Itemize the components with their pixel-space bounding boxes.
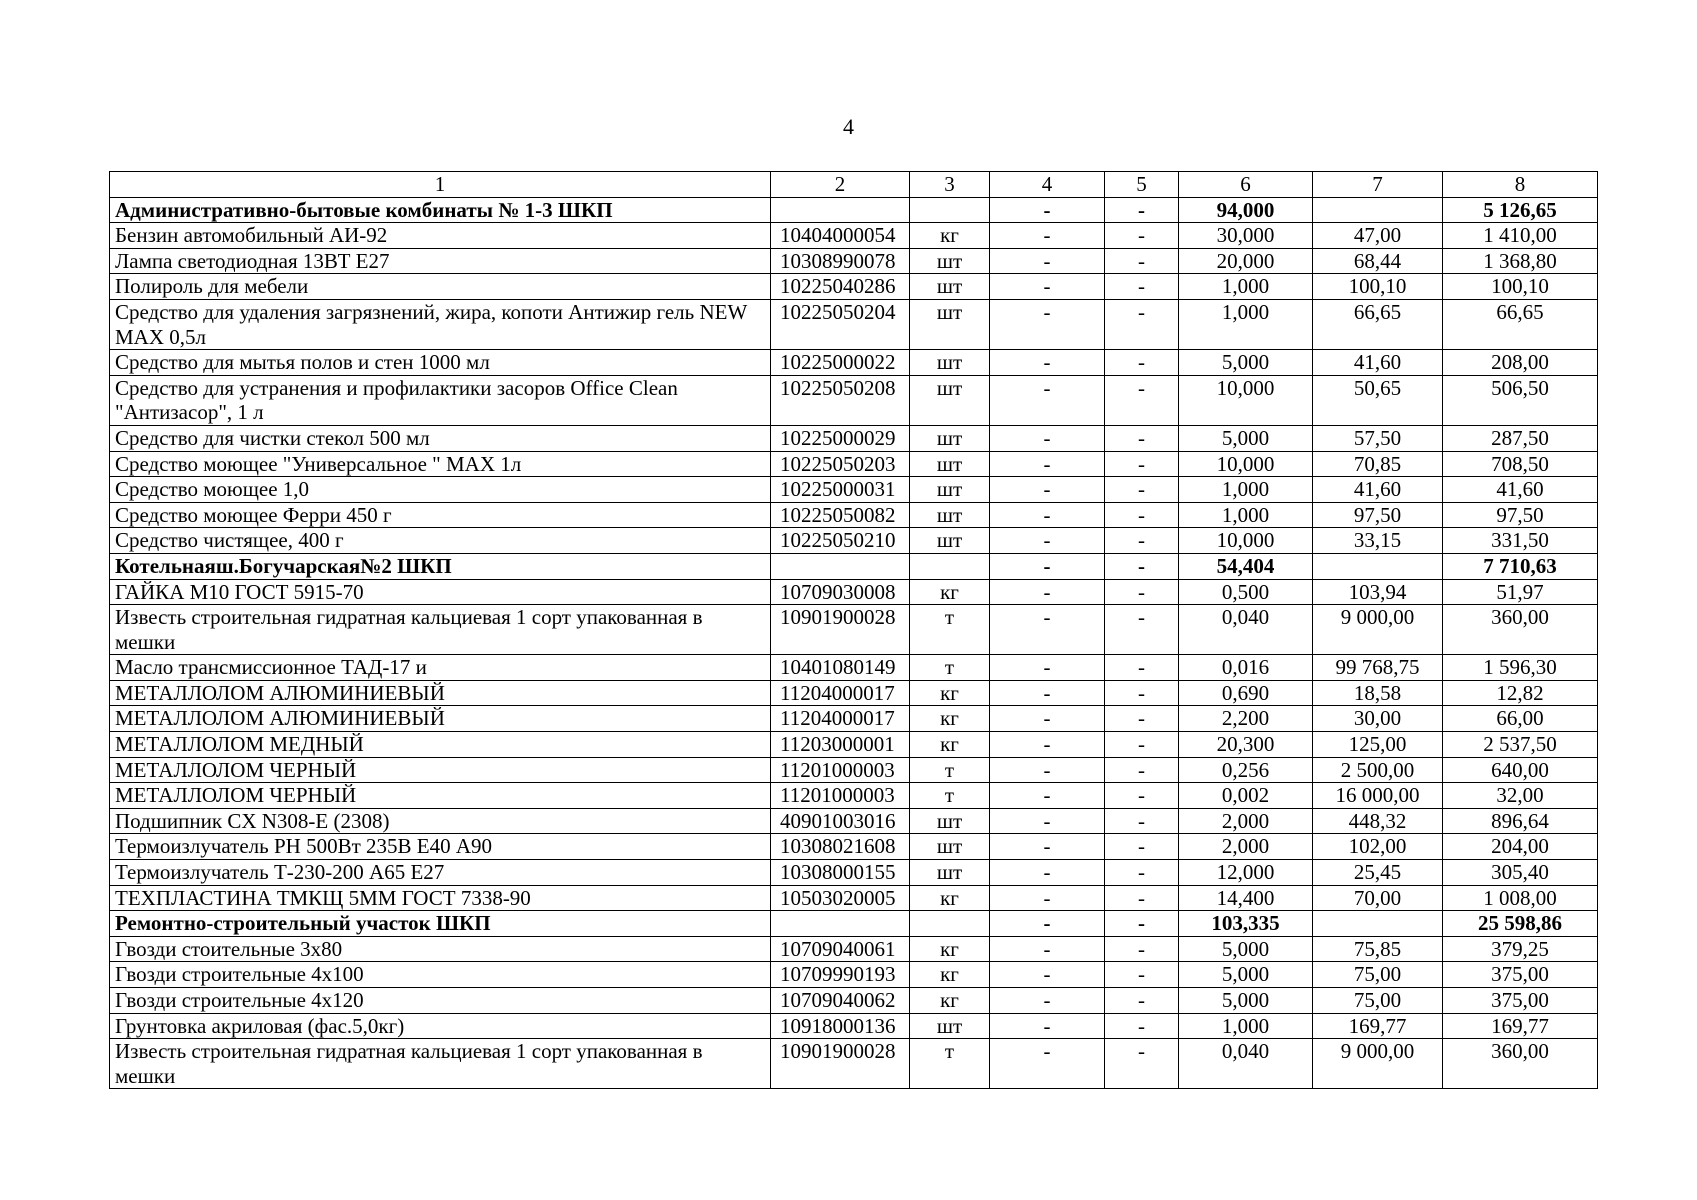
item-name: Средство чистящее, 400 г (110, 528, 771, 554)
column-4-value: - (990, 680, 1105, 706)
item-name: МЕТАЛЛОЛОМ ЧЕРНЫЙ (110, 757, 771, 783)
column-4-value: - (990, 350, 1105, 376)
item-code: 10225050204 (771, 299, 910, 349)
table-row (110, 425, 1598, 451)
item-code (771, 911, 910, 937)
item-name: Полироль для мебели (110, 274, 771, 300)
item-sum: 1 410,00 (1443, 223, 1598, 249)
item-name: Гвозди строительные 4х120 (110, 988, 771, 1014)
item-code: 10404000054 (771, 223, 910, 249)
item-unit: шт (910, 451, 990, 477)
column-5-value: - (1105, 425, 1179, 451)
column-5-value: - (1105, 248, 1179, 274)
item-name: Средство для удаления загрязнений, жира, копоти Антижир гель NEW MAX 0,5л (110, 299, 771, 349)
item-quantity: 10,000 (1179, 451, 1313, 477)
column-4-value: - (990, 834, 1105, 860)
item-code: 10901900028 (771, 1039, 910, 1089)
item-unit: шт (910, 834, 990, 860)
item-price: 75,85 (1313, 936, 1443, 962)
item-code: 10225050082 (771, 502, 910, 528)
column-number-row (110, 172, 1598, 198)
column-5-value: - (1105, 375, 1179, 425)
item-code: 10225040286 (771, 274, 910, 300)
column-5-value: - (1105, 655, 1179, 681)
item-unit: т (910, 605, 990, 655)
item-name: Средство моющее 1,0 (110, 477, 771, 503)
item-sum: 506,50 (1443, 375, 1598, 425)
item-quantity: 5,000 (1179, 988, 1313, 1014)
item-price: 50,65 (1313, 375, 1443, 425)
table-row (110, 808, 1598, 834)
item-price: 33,15 (1313, 528, 1443, 554)
column-4-value: - (990, 553, 1105, 579)
column-4-value: - (990, 962, 1105, 988)
item-quantity: 1,000 (1179, 502, 1313, 528)
item-sum: 360,00 (1443, 1039, 1598, 1089)
item-name: Средство моющее Ферри 450 г (110, 502, 771, 528)
item-name: Грунтовка акриловая (фас.5,0кг) (110, 1013, 771, 1039)
table-row (110, 885, 1598, 911)
item-unit: кг (910, 962, 990, 988)
table-row (110, 680, 1598, 706)
table-row (110, 706, 1598, 732)
table-row (110, 988, 1598, 1014)
column-4-value: - (990, 1013, 1105, 1039)
item-price (1313, 911, 1443, 937)
table-row (110, 299, 1598, 349)
item-sum: 379,25 (1443, 936, 1598, 962)
item-name: Гвозди строительные 4х100 (110, 962, 771, 988)
item-quantity: 0,016 (1179, 655, 1313, 681)
item-price: 70,00 (1313, 885, 1443, 911)
item-unit (910, 553, 990, 579)
item-sum: 2 537,50 (1443, 732, 1598, 758)
item-price: 448,32 (1313, 808, 1443, 834)
item-unit: кг (910, 885, 990, 911)
item-quantity: 0,040 (1179, 1039, 1313, 1089)
column-4-value: - (990, 757, 1105, 783)
column-number: 1 (110, 172, 771, 198)
item-sum: 208,00 (1443, 350, 1598, 376)
item-unit: шт (910, 425, 990, 451)
column-4-value: - (990, 655, 1105, 681)
table-row (110, 860, 1598, 886)
item-unit: т (910, 1039, 990, 1089)
column-5-value: - (1105, 732, 1179, 758)
item-unit: кг (910, 223, 990, 249)
column-number: 5 (1105, 172, 1179, 198)
column-number: 2 (771, 172, 910, 198)
column-number: 7 (1313, 172, 1443, 198)
table-row (110, 223, 1598, 249)
table-row (110, 1039, 1598, 1089)
item-quantity: 20,300 (1179, 732, 1313, 758)
item-price: 70,85 (1313, 451, 1443, 477)
item-code: 10709990193 (771, 962, 910, 988)
item-unit: кг (910, 579, 990, 605)
column-4-value: - (990, 274, 1105, 300)
item-sum: 51,97 (1443, 579, 1598, 605)
item-sum: 66,65 (1443, 299, 1598, 349)
column-number: 3 (910, 172, 990, 198)
item-code: 11201000003 (771, 757, 910, 783)
item-name: Известь строительная гидратная кальциевая 1 сорт упакованная в мешки (110, 1039, 771, 1089)
item-name: Средство для чистки стекол 500 мл (110, 425, 771, 451)
item-unit: шт (910, 350, 990, 376)
item-quantity: 2,000 (1179, 808, 1313, 834)
item-code: 10918000136 (771, 1013, 910, 1039)
item-price: 100,10 (1313, 274, 1443, 300)
column-4-value: - (990, 605, 1105, 655)
item-unit: кг (910, 988, 990, 1014)
item-unit: кг (910, 732, 990, 758)
item-name: Термоизлучатель Т-230-200 А65 Е27 (110, 860, 771, 886)
column-5-value: - (1105, 451, 1179, 477)
item-code: 11201000003 (771, 783, 910, 809)
item-name: МЕТАЛЛОЛОМ ЧЕРНЫЙ (110, 783, 771, 809)
column-5-value: - (1105, 350, 1179, 376)
item-unit: шт (910, 477, 990, 503)
table-row (110, 757, 1598, 783)
column-5-value: - (1105, 299, 1179, 349)
item-code: 11204000017 (771, 680, 910, 706)
item-price: 68,44 (1313, 248, 1443, 274)
column-4-value: - (990, 299, 1105, 349)
item-quantity: 0,500 (1179, 579, 1313, 605)
column-5-value: - (1105, 834, 1179, 860)
item-code: 40901003016 (771, 808, 910, 834)
item-name: Средство для устранения и профилактики засоров Office Clean "Антизасор", 1 л (110, 375, 771, 425)
column-4-value: - (990, 936, 1105, 962)
item-sum: 305,40 (1443, 860, 1598, 886)
item-unit: кг (910, 936, 990, 962)
item-quantity: 5,000 (1179, 425, 1313, 451)
column-5-value: - (1105, 197, 1179, 223)
item-price: 75,00 (1313, 962, 1443, 988)
item-code: 10225050210 (771, 528, 910, 554)
column-4-value: - (990, 375, 1105, 425)
item-name: Подшипник CX N308-E (2308) (110, 808, 771, 834)
column-4-value: - (990, 1039, 1105, 1089)
item-name: МЕТАЛЛОЛОМ АЛЮМИНИЕВЫЙ (110, 680, 771, 706)
item-sum: 32,00 (1443, 783, 1598, 809)
column-5-value: - (1105, 553, 1179, 579)
item-sum: 1 008,00 (1443, 885, 1598, 911)
item-name: Ремонтно-строительный участок ШКП (110, 911, 771, 937)
item-price: 57,50 (1313, 425, 1443, 451)
item-price: 9 000,00 (1313, 605, 1443, 655)
column-4-value: - (990, 528, 1105, 554)
item-code: 10709040062 (771, 988, 910, 1014)
column-4-value: - (990, 579, 1105, 605)
column-number: 4 (990, 172, 1105, 198)
item-price (1313, 553, 1443, 579)
column-5-value: - (1105, 757, 1179, 783)
item-code: 10401080149 (771, 655, 910, 681)
column-5-value: - (1105, 860, 1179, 886)
section-row (110, 553, 1598, 579)
item-quantity: 94,000 (1179, 197, 1313, 223)
column-5-value: - (1105, 911, 1179, 937)
item-quantity: 5,000 (1179, 936, 1313, 962)
item-code: 10308990078 (771, 248, 910, 274)
column-5-value: - (1105, 1013, 1179, 1039)
item-name: Лампа светодиодная 13ВТ Е27 (110, 248, 771, 274)
item-unit: т (910, 783, 990, 809)
item-unit: шт (910, 808, 990, 834)
item-quantity: 5,000 (1179, 962, 1313, 988)
item-price: 47,00 (1313, 223, 1443, 249)
item-name: ТЕХПЛАСТИНА ТМКЩ 5ММ ГОСТ 7338-90 (110, 885, 771, 911)
column-4-value: - (990, 808, 1105, 834)
item-quantity: 10,000 (1179, 528, 1313, 554)
table-row (110, 528, 1598, 554)
section-row (110, 911, 1598, 937)
table-row (110, 732, 1598, 758)
item-sum: 1 368,80 (1443, 248, 1598, 274)
item-price: 75,00 (1313, 988, 1443, 1014)
item-quantity: 1,000 (1179, 1013, 1313, 1039)
item-name: Известь строительная гидратная кальциевая 1 сорт упакованная в мешки (110, 605, 771, 655)
item-sum: 66,00 (1443, 706, 1598, 732)
table-row (110, 962, 1598, 988)
item-name: Масло трансмиссионное ТАД-17 и (110, 655, 771, 681)
item-unit: шт (910, 248, 990, 274)
item-code (771, 197, 910, 223)
item-sum: 708,50 (1443, 451, 1598, 477)
item-sum: 331,50 (1443, 528, 1598, 554)
column-5-value: - (1105, 936, 1179, 962)
item-code: 10709040061 (771, 936, 910, 962)
item-sum: 1 596,30 (1443, 655, 1598, 681)
item-price: 103,94 (1313, 579, 1443, 605)
item-code: 10225050208 (771, 375, 910, 425)
table-row (110, 350, 1598, 376)
item-quantity: 1,000 (1179, 274, 1313, 300)
item-sum: 360,00 (1443, 605, 1598, 655)
table-row (110, 655, 1598, 681)
item-name: Административно-бытовые комбинаты № 1-3 ШКП (110, 197, 771, 223)
column-4-value: - (990, 197, 1105, 223)
item-unit: шт (910, 299, 990, 349)
item-name: Средство моющее "Универсальное " МАХ 1л (110, 451, 771, 477)
item-code: 10901900028 (771, 605, 910, 655)
item-sum: 204,00 (1443, 834, 1598, 860)
item-unit: шт (910, 860, 990, 886)
column-4-value: - (990, 248, 1105, 274)
item-name: МЕТАЛЛОЛОМ АЛЮМИНИЕВЫЙ (110, 706, 771, 732)
column-5-value: - (1105, 962, 1179, 988)
column-4-value: - (990, 451, 1105, 477)
item-sum: 169,77 (1443, 1013, 1598, 1039)
item-unit: шт (910, 274, 990, 300)
column-4-value: - (990, 783, 1105, 809)
column-5-value: - (1105, 223, 1179, 249)
item-unit: шт (910, 528, 990, 554)
item-unit: кг (910, 706, 990, 732)
column-4-value: - (990, 706, 1105, 732)
item-code (771, 553, 910, 579)
item-code: 10308000155 (771, 860, 910, 886)
table-row (110, 936, 1598, 962)
column-5-value: - (1105, 477, 1179, 503)
column-5-value: - (1105, 885, 1179, 911)
table-row (110, 451, 1598, 477)
item-unit (910, 911, 990, 937)
item-quantity: 5,000 (1179, 350, 1313, 376)
item-sum: 640,00 (1443, 757, 1598, 783)
column-5-value: - (1105, 528, 1179, 554)
item-code: 11204000017 (771, 706, 910, 732)
item-quantity: 1,000 (1179, 299, 1313, 349)
table-row (110, 477, 1598, 503)
item-quantity: 54,404 (1179, 553, 1313, 579)
table-row (110, 274, 1598, 300)
item-quantity: 2,200 (1179, 706, 1313, 732)
item-unit: шт (910, 1013, 990, 1039)
item-code: 10503020005 (771, 885, 910, 911)
item-unit (910, 197, 990, 223)
item-code: 10225000029 (771, 425, 910, 451)
item-quantity: 0,256 (1179, 757, 1313, 783)
item-unit: кг (910, 680, 990, 706)
item-price: 41,60 (1313, 350, 1443, 376)
item-quantity: 20,000 (1179, 248, 1313, 274)
item-quantity: 10,000 (1179, 375, 1313, 425)
column-4-value: - (990, 860, 1105, 886)
item-quantity: 30,000 (1179, 223, 1313, 249)
item-sum: 375,00 (1443, 962, 1598, 988)
item-price (1313, 197, 1443, 223)
column-5-value: - (1105, 579, 1179, 605)
item-sum: 100,10 (1443, 274, 1598, 300)
item-price: 2 500,00 (1313, 757, 1443, 783)
item-name: Гвозди стоительные 3х80 (110, 936, 771, 962)
item-sum: 25 598,86 (1443, 911, 1598, 937)
item-quantity: 0,002 (1179, 783, 1313, 809)
item-unit: шт (910, 375, 990, 425)
item-quantity: 1,000 (1179, 477, 1313, 503)
item-name: Средство для мытья полов и стен 1000 мл (110, 350, 771, 376)
column-4-value: - (990, 885, 1105, 911)
item-quantity: 12,000 (1179, 860, 1313, 886)
column-number: 6 (1179, 172, 1313, 198)
column-5-value: - (1105, 680, 1179, 706)
column-5-value: - (1105, 502, 1179, 528)
table-body (110, 172, 1598, 1089)
item-sum: 97,50 (1443, 502, 1598, 528)
column-5-value: - (1105, 783, 1179, 809)
page-number: 4 (843, 114, 854, 139)
table-row (110, 783, 1598, 809)
column-5-value: - (1105, 706, 1179, 732)
column-4-value: - (990, 425, 1105, 451)
item-quantity: 0,040 (1179, 605, 1313, 655)
item-quantity: 0,690 (1179, 680, 1313, 706)
item-code: 11203000001 (771, 732, 910, 758)
column-4-value: - (990, 732, 1105, 758)
item-code: 10225000022 (771, 350, 910, 376)
table-row (110, 502, 1598, 528)
item-sum: 7 710,63 (1443, 553, 1598, 579)
item-code: 10709030008 (771, 579, 910, 605)
column-4-value: - (990, 223, 1105, 249)
column-5-value: - (1105, 988, 1179, 1014)
item-price: 102,00 (1313, 834, 1443, 860)
column-number: 8 (1443, 172, 1598, 198)
item-price: 16 000,00 (1313, 783, 1443, 809)
column-4-value: - (990, 477, 1105, 503)
column-4-value: - (990, 988, 1105, 1014)
column-5-value: - (1105, 274, 1179, 300)
column-5-value: - (1105, 1039, 1179, 1089)
item-price: 25,45 (1313, 860, 1443, 886)
item-quantity: 103,335 (1179, 911, 1313, 937)
item-price: 169,77 (1313, 1013, 1443, 1039)
item-unit: шт (910, 502, 990, 528)
item-unit: т (910, 757, 990, 783)
item-quantity: 14,400 (1179, 885, 1313, 911)
item-name: МЕТАЛЛОЛОМ МЕДНЫЙ (110, 732, 771, 758)
table-row (110, 1013, 1598, 1039)
item-sum: 375,00 (1443, 988, 1598, 1014)
item-sum: 12,82 (1443, 680, 1598, 706)
table-row (110, 834, 1598, 860)
item-code: 10308021608 (771, 834, 910, 860)
section-row (110, 197, 1598, 223)
item-code: 10225000031 (771, 477, 910, 503)
item-price: 9 000,00 (1313, 1039, 1443, 1089)
item-name: Котельнаяш.Богучарская№2 ШКП (110, 553, 771, 579)
column-4-value: - (990, 911, 1105, 937)
item-quantity: 2,000 (1179, 834, 1313, 860)
table-row (110, 375, 1598, 425)
item-price: 125,00 (1313, 732, 1443, 758)
item-sum: 41,60 (1443, 477, 1598, 503)
table-row (110, 248, 1598, 274)
table-row (110, 579, 1598, 605)
item-price: 97,50 (1313, 502, 1443, 528)
item-price: 30,00 (1313, 706, 1443, 732)
item-sum: 5 126,65 (1443, 197, 1598, 223)
item-unit: т (910, 655, 990, 681)
item-price: 18,58 (1313, 680, 1443, 706)
column-5-value: - (1105, 808, 1179, 834)
item-code: 10225050203 (771, 451, 910, 477)
item-price: 66,65 (1313, 299, 1443, 349)
item-price: 99 768,75 (1313, 655, 1443, 681)
column-5-value: - (1105, 605, 1179, 655)
item-sum: 896,64 (1443, 808, 1598, 834)
item-name: Бензин автомобильный АИ-92 (110, 223, 771, 249)
column-4-value: - (990, 502, 1105, 528)
table-row (110, 605, 1598, 655)
item-name: Термоизлучатель РН 500Вт 235В Е40 А90 (110, 834, 771, 860)
data-table (109, 171, 1598, 1089)
item-price: 41,60 (1313, 477, 1443, 503)
item-name: ГАЙКА М10 ГОСТ 5915-70 (110, 579, 771, 605)
item-sum: 287,50 (1443, 425, 1598, 451)
